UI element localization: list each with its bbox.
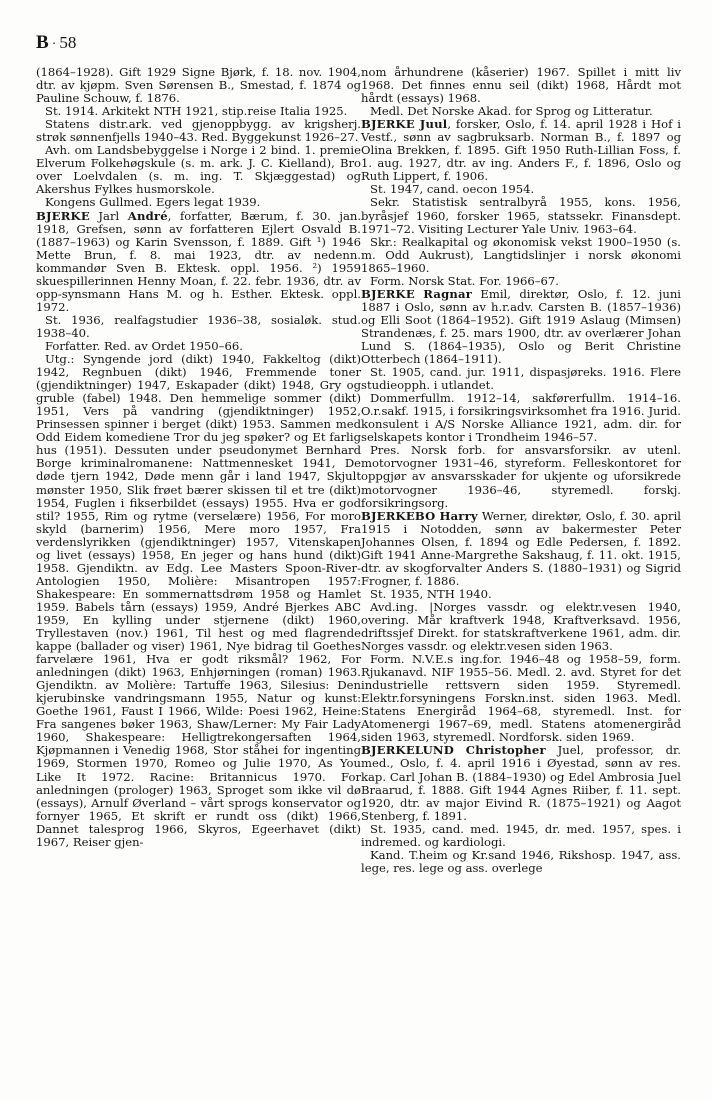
entry-paragraph: St. 1936, realfagstudier 1936–38, sosialøk. stud. 1938–40. [36,312,361,340]
biography-entry [361,118,681,183]
entry-paragraph: Form. Norsk Stat. For. 1966–67. [370,273,559,288]
entry-paragraph: St. 1905, cand. jur. 1911, dispasjøreks. 1916. Flere studieopph. i utlandet. [361,365,681,393]
page-header [36,32,76,54]
header-separator: · [51,37,57,52]
biography-entry [361,510,681,588]
entry-called-name: Juul [419,117,448,132]
entry-called-name: André [127,208,168,223]
entry-paragraph: Avd.ing. |Norges vassdr. og elektr.vesen 1940, overing. Mår kraftverk 1948, Kraftverksavd. 1956, driftssjef Direkt. for statskraftverkene 1961, adm. dir. Norges vassdr. og elektr.vesen siden 1963. [361,599,681,654]
section-letter: B [36,32,49,53]
entry-paragraph: Statens distr.ark. ved gjenoppbygg. av krigsherj. strøk sønnenfjells 1940–43. Red. Byggekunst 1926–27. [36,117,361,145]
entry-paragraph: Dommerfullm. 1912–14, sakførerfullm. 1914–16. O.r.sakf. 1915, i forsikringsvirksomhet fra 1916. Jurid. konsulent i A/S Norske Alliance 1921, adm. dir. for selskapets kontor i Trondheim 1946–57. [361,391,681,445]
entry-paragraph: St. 1935, cand. med. 1945, dr. med. 1957, spes. i indremed. og kardiologi. [361,821,681,849]
entry-paragraph: Utg.: Syngende jord (dikt) 1940, Fakkeltog (dikt) 1942, Regnbuen (dikt) 1946, Fremmende toner (gjendiktninger) 1947, Eskapader (dikt) 1948, Gry og gruble (fabel) 1948. Den hemmelige sommer (dikt) 1951, Vers på vandring (gjendiktninger) 1952, Prinsessen spinner i berget (dikt) 1953. Sammen med Odd Eidem komediene Tror du jeg spøker? og Et farlig hus (1951). Dessuten under pseudonymet Bernhard Borge kriminalromanene: Nattmennesket 1941, De døde tjern 1942, Døde menn går i land 1947, Skjult mønster 1950, Slik frøet bærer skissen til et tre (dikt) 1954, Fuglen i fikserbildet (essays) 1955. Hva er god stil? 1955, Rim og rytme (verselære) 1956, For moro skyld (barnerim) 1956, Mere moro 1957, Fra verdenslyrikken (gjendiktninger) 1957, Vitenskapen og livet (essays) 1958, En jeger og hans hund (dikt) 1958. Gjendiktn. av Edg. Lee Masters Spoon-River-Antologien 1950, Molière: Misantropen 1957: Shakespeare: En sommernattsdrøm 1958 og Hamlet 1959. Babels tårn (essays) 1959, André Bjerkes ABC 1959, En kylling under stjernene (dikt) 1960, Tryllestaven (nov.) 1961, Til hest og med flagrende kappe (ballader og viser) 1961, Nye bidrag til Goethes farvelære 1961, Hva er godt riksmål? 1962, For anledningen (dikt) 1963, Enhjørningen (roman) 1963. Gjendiktn. av Molière: Tartuffe 1963, Silesius: Den kjerubinske vandringsmann 1955, Natur og kunst: Goethe 1961, Faust I 1966, Wilde: Poesi 1962, Heine: Fra sangenes bøker 1963, Shaw/Lerner: My Fair Lady 1960, Shakespeare: Helligtrekongersaften 1964, Kjøpmannen i Venedig 1968, Stor ståhei for ingenting 1969, Stormen 1970, Romeo og Julie 1970, As You Like It 1972. Racine: Britannicus 1970. For anledningen (prologer) 1963, Sproget som ikke vil dø (essays), Arnulf Øverland – vårt sprogs konservator og fornyer 1965, Et skrift er rundt oss (dikt) 1966, Dannet talesprog 1966, Skyros, Egeerhavet (dikt) 1967, Reiser gjen- [36,352,361,849]
entry-paragraph: Medl. Det Norske Akad. for Sprog og Litteratur. [370,104,653,119]
entry-surname: BJERKEBO [361,508,436,523]
continued-paragraph: nom århundrene (kåserier) 1967. Spillet i mitt liv 1968. Det finnes ennu seil (dikt) 1968, Hårdt mot hårdt (essays) 1968. [361,65,681,106]
entry-text: Juel, professor, dr. med., Oslo, f. 4. april 1916 i Øyestad, sønn av res. kap. Carl Johan B. (1884–1930) og Edel Ambrosia Juel Braarud, f. 1888. Gift 1944 Agnes Riiber, f. 11. sept. 1920, dtr. av major Eivind R. (1875–1921) og Aagot Stenberg, f. 1891. [361,743,681,823]
entry-paragraph: Kongens Gullmed. Egers legat 1939. [45,195,261,210]
entry-paragraph: Skr.: Realkapital og økonomisk vekst 1900–1950 (s. m. Odd Aukrust), Langtidslinjer i norsk økonomi 1865–1960. [361,234,681,275]
entry-surname: BJERKELUND [361,743,454,758]
entry-paragraph: Kand. T.heim og Kr.sand 1946, Rikshosp. 1947, ass. lege, res. lege og ass. overlege [361,847,681,875]
entry-surname: BJERKE [361,286,415,301]
biography-entry [36,210,361,314]
entry-paragraph: St. 1947, cand. oecon 1954. [370,182,535,197]
entry-paragraph: Forfatter. Red. av Ordet 1950–66. [45,338,243,353]
entry-surname: BJERKE [361,117,415,132]
entry-paragraph: Pres. Norsk forb. for ansvarsforsikr. av utenl. motorvogner 1931–46, styreform. Felleskontoret for oppgjør av ansvarsskader for ukjente og uforsikrede motorvogner 1936–46, styremedl. forskj. forsikringsorg. [361,443,681,510]
entry-called-name: Christopher [465,743,546,758]
entry-text: , forsker, Oslo, f. 14. april 1928 i Hof i Vestf., sønn av sagbruksarb. Norman B., f. 1897 og Olina Brekken, f. 1895. Gift 1950 Ruth-Lillian Foss, f. 1. aug. 1927, dtr. av ing. Anders F., f. 1896, Oslo og Ruth Lippert, f. 1906. [361,117,681,184]
entry-paragraph: St. 1914. Arkitekt NTH 1921, stip.reise Italia 1925. [45,104,348,119]
right-column [361,66,681,875]
entry-paragraph: Avh. om Landsbebyggelse i Norge i 2 bind. 1. premie Elverum Folkehøgskule (s. m. ark. J. C. Kielland), Bro over Loelvdalen (s. m. ing. T. Skjæggestad) og Akershus Fylkes husmorskole. [36,143,361,197]
biography-entry [361,288,681,366]
entry-paragraph: St. 1935, NTH 1940. [370,586,492,601]
entry-text: , forfatter, Bærum, f. 30. jan. 1918, Grefsen, sønn av forfatteren Ejlert Osvald B. (1887–1963) og Karin Svensson, f. 1889. Gift ¹) 1946 Mette Brun, f. 8. mai 1923, dtr. av nedenn. kommandør Sven B. Ektesk. oppl. 1956. ²) 1959 skuespillerinnen Henny Moan, f. 22. febr. 1936, dtr. av opp-synsmann Hans M. og h. Esther. Ektesk. oppl. 1972. [36,208,362,314]
entry-paragraph: Sekr. Statistisk sentralbyrå 1955, kons. 1956, byråsjef 1960, forsker 1965, statssekr. Finansdept. 1971–72. Visiting Lecturer Yale Univ. 1963–64. [361,195,681,236]
page-number: 58 [59,33,77,52]
entry-called-name: Harry [439,508,478,523]
entry-given-name: Jarl [98,208,120,223]
left-column [36,66,361,849]
entry-text: Emil, direktør, Oslo, f. 12. juni 1887 i Oslo, sønn av h.r.adv. Carsten B. (1857–1936) og Elli Soot (1864–1952). Gift 1919 Aslaug (Mimsen) Strandenæs, f. 25. mars 1900, dtr. av overlærer Johan Lund S. (1864–1935), Oslo og Berit Christine Otterbech (1864–1911). [361,286,682,367]
biography-entry [361,744,681,822]
entry-called-name: Ragnar [423,286,473,301]
entry-paragraph: Form. N.V.E.s ing.for. 1946–48 og 1958–59, form. Rjukanavd. NIF 1955–56. Medl. 2. avd. Styret for det industrielle rettsvern siden 1959. Styremedl. Elektr.forsyningens Forskn.inst. siden 1963. Medl. Statens Energiråd 1964–68, styremedl. Inst. for Atomenergi 1967–69, medl. Statens atomenergiråd siden 1963, styremedl. Nordforsk. siden 1969. [361,652,681,745]
continued-paragraph: (1864–1928). Gift 1929 Signe Bjørk, f. 18. nov. 1904, dtr. av kjøpm. Sven Sørensen B., Smestad, f. 1874 og Pauline Schouw, f. 1876. [36,65,361,106]
entry-surname: BJERKE [36,208,90,223]
entry-text: Werner, direktør, Oslo, f. 30. april 1915 i Notodden, sønn av bakermester Peter Johannes Olsen, f. 1894 og Edle Pedersen, f. 1892. Gift 1941 Anne-Margrethe Sakshaug, f. 11. okt. 1915, dtr. av skogforvalter Anders S. (1880–1931) og Sigrid Frogner, f. 1886. [361,508,681,588]
